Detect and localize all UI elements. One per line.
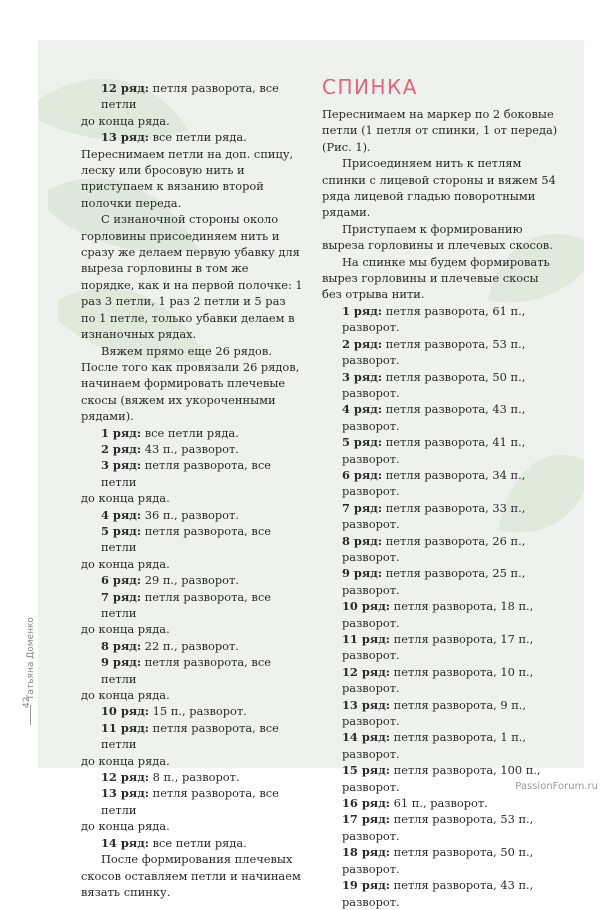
row-text: 22 п., разворот. xyxy=(141,638,239,653)
row-number: 10 ряд: xyxy=(342,599,390,614)
paragraph: Вяжем прямо еще 26 рядов. xyxy=(101,343,272,358)
row-text: 36 п., разворот. xyxy=(141,507,239,522)
row-instruction xyxy=(322,533,560,566)
row-instruction xyxy=(81,589,303,622)
row-instruction xyxy=(322,664,560,697)
row-instruction xyxy=(81,638,303,654)
row-number: 12 ряд: xyxy=(342,664,390,679)
row-number: 2 ряд: xyxy=(101,441,142,456)
row-number: 14 ряд: xyxy=(342,730,390,745)
row-instruction xyxy=(322,303,560,336)
left-column xyxy=(81,80,303,900)
row-text: 8 п., разворот. xyxy=(149,770,240,785)
row-text: петля разворота, 10 п., разворот. xyxy=(342,664,534,696)
row-text: все петли ряда. xyxy=(149,130,247,145)
row-instruction xyxy=(322,434,560,467)
row-number: 1 ряд: xyxy=(101,425,142,440)
paragraph: На спинке мы будем формировать вырез горловины и плечевые скосы xyxy=(322,254,550,286)
row-text: петля разворота, 1 п., разворот. xyxy=(342,730,527,761)
row-instruction xyxy=(322,401,560,434)
text-line: до конца ряда. xyxy=(81,556,170,571)
row-instruction xyxy=(81,441,303,457)
row-text: петля разворота, все петли xyxy=(101,81,279,112)
text-line: до конца ряда. xyxy=(81,819,170,834)
row-text: петля разворота, все петли xyxy=(101,786,279,817)
row-text: петля разворота, 100 п., разворот. xyxy=(342,763,541,794)
text-line: до конца ряда. xyxy=(81,113,170,128)
row-instruction xyxy=(322,565,560,598)
row-instruction xyxy=(322,729,560,762)
row-text: петля разворота, все петли xyxy=(101,720,279,752)
section-title: СПИНКА xyxy=(322,75,418,99)
row-instruction xyxy=(322,467,560,500)
row-instruction xyxy=(81,80,303,113)
row-number: 12 ряд: xyxy=(101,81,149,95)
row-instruction xyxy=(81,507,303,523)
row-number: 12 ряд: xyxy=(101,770,149,785)
row-text: петля разворота, 26 п., разворот. xyxy=(342,533,526,564)
row-number: 5 ряд: xyxy=(101,523,142,538)
row-text: петля разворота, 41 п., разворот. xyxy=(342,435,526,466)
row-number: 7 ряд: xyxy=(101,589,142,604)
row-number: 9 ряд: xyxy=(342,566,383,581)
row-number: 7 ряд: xyxy=(342,500,383,515)
row-text: петля разворота, 53 п., разворот. xyxy=(342,812,534,843)
row-number: 14 ряд: xyxy=(101,835,149,850)
row-number: 18 ряд: xyxy=(342,845,390,860)
row-number: 9 ряд: xyxy=(101,655,142,670)
row-instruction xyxy=(322,877,560,910)
row-instruction xyxy=(81,703,303,719)
row-instruction xyxy=(81,769,303,785)
row-instruction xyxy=(81,572,303,588)
row-text: петля разворота, 17 п., разворот. xyxy=(342,632,534,663)
text-line: до конца ряда. xyxy=(81,622,170,637)
row-instruction xyxy=(322,500,560,533)
side-divider xyxy=(30,705,31,725)
row-instruction xyxy=(322,369,560,402)
paragraph: После формирования плечевых скосов оставляем петли и начинаем вязать спинку. xyxy=(81,852,301,899)
row-text: 15 п., разворот. xyxy=(149,704,247,719)
row-instruction xyxy=(322,844,560,877)
row-number: 3 ряд: xyxy=(101,458,142,473)
row-number: 11 ряд: xyxy=(101,720,149,735)
text-line: Переснимаем на маркер по 2 боковые петли (1 петля от спинки, 1 от переда) (Рис. 1). xyxy=(322,107,558,154)
author-name: Татьяна Доменко xyxy=(26,617,36,700)
text-line: После того как провязали 26 рядов, начинаем формировать плечевые скосы (вяжем их укороченными рядами). xyxy=(81,359,300,424)
row-text: 43 п., разворот. xyxy=(141,441,239,456)
row-instruction xyxy=(322,811,560,844)
row-text: все петли ряда. xyxy=(149,835,247,850)
row-text: петля разворота, 43 п., разворот. xyxy=(342,402,526,433)
row-number: 13 ряд: xyxy=(342,697,390,712)
row-text: петля разворота, 25 п., разворот. xyxy=(342,566,526,597)
row-instruction xyxy=(322,336,560,369)
row-text: петля разворота, 50 п., разворот. xyxy=(342,845,534,876)
row-number: 11 ряд: xyxy=(342,632,390,646)
row-instruction xyxy=(81,720,303,753)
row-instruction xyxy=(81,785,303,818)
row-number: 16 ряд: xyxy=(342,796,390,811)
row-text: петля разворота, все петли xyxy=(101,523,271,555)
paragraph: С изнаночной стороны около горловины присоединяем нить и сразу же делаем первую убавку для выреза горловины в том же порядке, как и на первой полочке: 1 раз 3 петли, 1 раз 2 петли и 5 раз по 1 петле, только убавки делаем в изнаночных рядах. xyxy=(81,212,303,342)
row-number: 2 ряд: xyxy=(342,336,383,351)
paragraph: Присоединяем нить к петлям спинки с лицевой стороны и вяжем 54 ряда лицевой гладью поворотными рядами. xyxy=(322,156,556,220)
row-text: петля разворота, все петли xyxy=(101,458,271,489)
row-number: 15 ряд: xyxy=(342,763,390,778)
row-text: петля разворота, 43 п., разворот. xyxy=(342,878,534,909)
row-text: 61 п., разворот. xyxy=(390,796,488,811)
row-text: петля разворота, 50 п., разворот. xyxy=(342,369,526,400)
row-number: 5 ряд: xyxy=(342,435,383,450)
row-number: 4 ряд: xyxy=(342,402,383,417)
row-number: 4 ряд: xyxy=(101,507,142,522)
watermark: PassionForum.ru xyxy=(515,781,598,792)
row-text: петля разворота, 53 п., разворот. xyxy=(342,336,526,368)
row-number: 8 ряд: xyxy=(101,638,142,653)
row-instruction xyxy=(81,523,303,556)
row-text: петля разворота, 18 п., разворот. xyxy=(342,599,534,630)
row-instruction xyxy=(322,795,560,811)
row-number: 10 ряд: xyxy=(101,704,149,719)
row-text: 29 п., разворот. xyxy=(141,573,239,588)
row-instruction xyxy=(81,457,303,490)
text-line: до конца ряда. xyxy=(81,491,170,506)
row-text: петля разворота, все петли xyxy=(101,655,271,686)
row-instruction xyxy=(322,631,560,664)
row-number: 19 ряд: xyxy=(342,878,390,893)
row-text: петля разворота, 9 п., разворот. xyxy=(342,697,527,729)
row-instruction xyxy=(322,697,560,730)
row-instruction xyxy=(81,654,303,687)
row-number: 13 ряд: xyxy=(101,130,149,145)
row-number: 1 ряд: xyxy=(342,303,383,318)
row-number: 13 ряд: xyxy=(101,786,149,801)
paragraph: Приступаем к формированию выреза горловины и плечевых скосов. xyxy=(322,221,553,253)
text-line: до конца ряда. xyxy=(81,688,170,703)
text-line: до конца ряда. xyxy=(81,753,170,768)
row-instruction xyxy=(81,835,303,851)
row-text: петля разворота, все петли xyxy=(101,589,271,620)
row-text: петля разворота, 33 п., разворот. xyxy=(342,500,526,532)
row-number: 8 ряд: xyxy=(342,533,383,548)
row-text: петля разворота, 61 п., разворот. xyxy=(342,303,526,335)
text-line: без отрыва нити. xyxy=(322,287,425,302)
row-instruction xyxy=(81,129,303,145)
row-instruction xyxy=(322,598,560,631)
row-number: 6 ряд: xyxy=(342,467,383,482)
page-number: 42 xyxy=(22,696,32,708)
row-text: все петли ряда. xyxy=(141,425,239,440)
row-text: петля разворота, 34 п., разворот. xyxy=(342,467,526,499)
row-number: 17 ряд: xyxy=(342,812,390,827)
row-instruction xyxy=(81,425,303,441)
row-number: 3 ряд: xyxy=(342,369,383,384)
row-number: 6 ряд: xyxy=(101,573,142,588)
text-line: Переснимаем петли на доп. спицу, леску или бросовую нить и приступаем к вязанию второй полочки переда. xyxy=(81,146,294,210)
